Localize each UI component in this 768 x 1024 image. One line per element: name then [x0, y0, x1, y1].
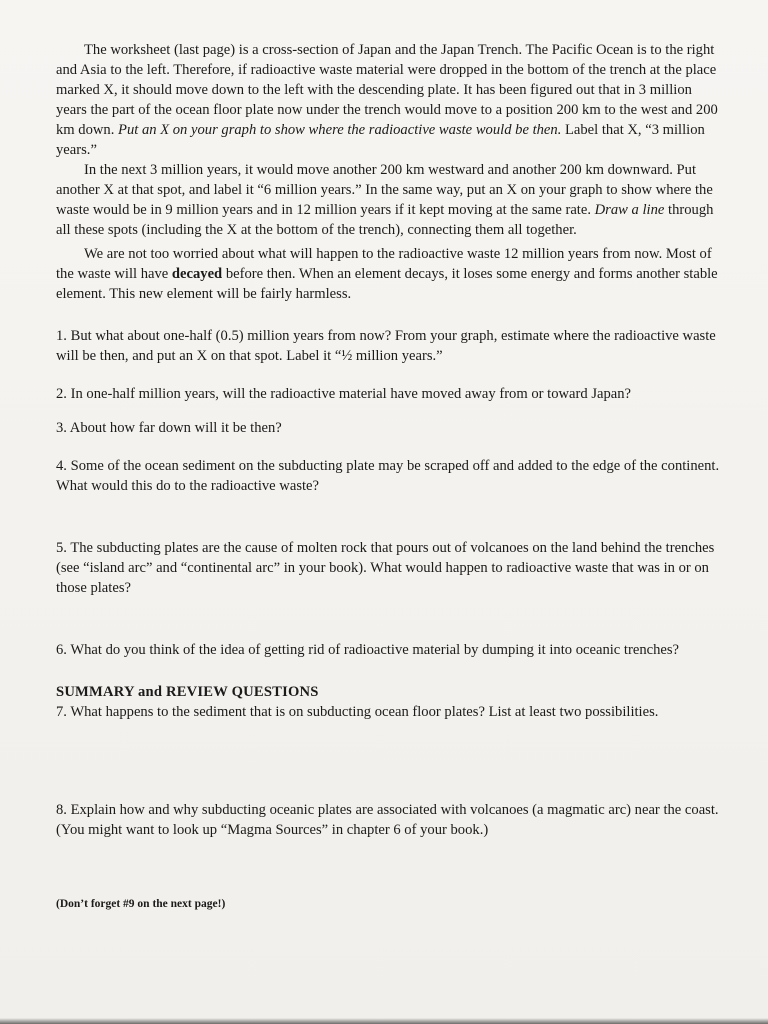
intro-p3-rest: before then. When an element decays, it loses some energy and forms another stable element. This new element will be fairly harmless.: [56, 266, 718, 302]
question-8: 8. Explain how and why subducting oceanic plates are associated with volcanoes (a magmatic arc) near the coast. (You might want to look up “Magma Sources” in chapter 6 of your book.): [56, 802, 719, 838]
question-7: 7. What happens to the sediment that is on subducting ocean floor plates? List at least two possibilities.: [56, 704, 659, 720]
question-4: 4. Some of the ocean sediment on the subducting plate may be scraped off and added to the edge of the continent. What would this do to the radioactive waste?: [56, 458, 720, 494]
worksheet-content: [56, 40, 720, 914]
intro-p1-text: The worksheet (last page) is a cross-section of Japan and the Japan Trench. The Pacific Ocean is to the right and Asia to the left. Therefore, if radioactive waste material were dropped in the bottom of the trench at the place marked X, it should move down to the left with the descending plate. It has been figured out that in 3 million years the part of the ocean floor plate now under the trench would move to a position 200 km to the west and 200 km down.: [56, 42, 718, 138]
question-1: 1. But what about one-half (0.5) million years from now? From your graph, estimate where the radioactive waste will be then, and put an X on that spot. Label it “½ million years.”: [56, 328, 716, 364]
question-5: 5. The subducting plates are the cause of molten rock that pours out of volcanoes on the land behind the trenches (see “island arc” and “continental arc” in your book). What would happen to radioactive waste that was in or on those plates?: [56, 540, 715, 596]
intro-p1-instruction: Put an X on your graph to show where the radioactive waste would be then.: [118, 122, 562, 138]
intro-paragraph-1: [56, 40, 720, 160]
summary-heading: SUMMARY and REVIEW QUESTIONS: [56, 684, 319, 700]
intro-p2-instruction: Draw a line: [594, 202, 665, 218]
intro-paragraph-2: [56, 160, 720, 240]
question-2: 2. In one-half million years, will the radioactive material have moved away from or toward Japan?: [56, 386, 632, 402]
intro-p3-text: We are not too worried about what will happen to the radioactive waste 12 million years from now. Most of the waste will have: [56, 246, 712, 282]
page-bottom-edge: [0, 1018, 768, 1024]
intro-p2-text: In the next 3 million years, it would move another 200 km westward and another 200 km downward. Put another X at that spot, and label it “6 million years.” In the same way, put an X on your graph to show where the waste would be in 9 million years and in 12 million years if it kept moving at the same rate.: [56, 162, 713, 218]
footer-note: (Don’t forget #9 on the next page!): [56, 898, 226, 910]
intro-p2-rest: through all these spots (including the X at the bottom of the trench), connecting them all together.: [56, 202, 714, 238]
question-3: 3. About how far down will it be then?: [56, 420, 282, 436]
question-6: 6. What do you think of the idea of getting rid of radioactive material by dumping it into oceanic trenches?: [56, 642, 680, 658]
intro-paragraph-3: [56, 244, 720, 304]
intro-p3-bold-term: decayed: [171, 266, 223, 282]
intro-p1-label: Label that X, “3 million years.”: [56, 122, 705, 158]
